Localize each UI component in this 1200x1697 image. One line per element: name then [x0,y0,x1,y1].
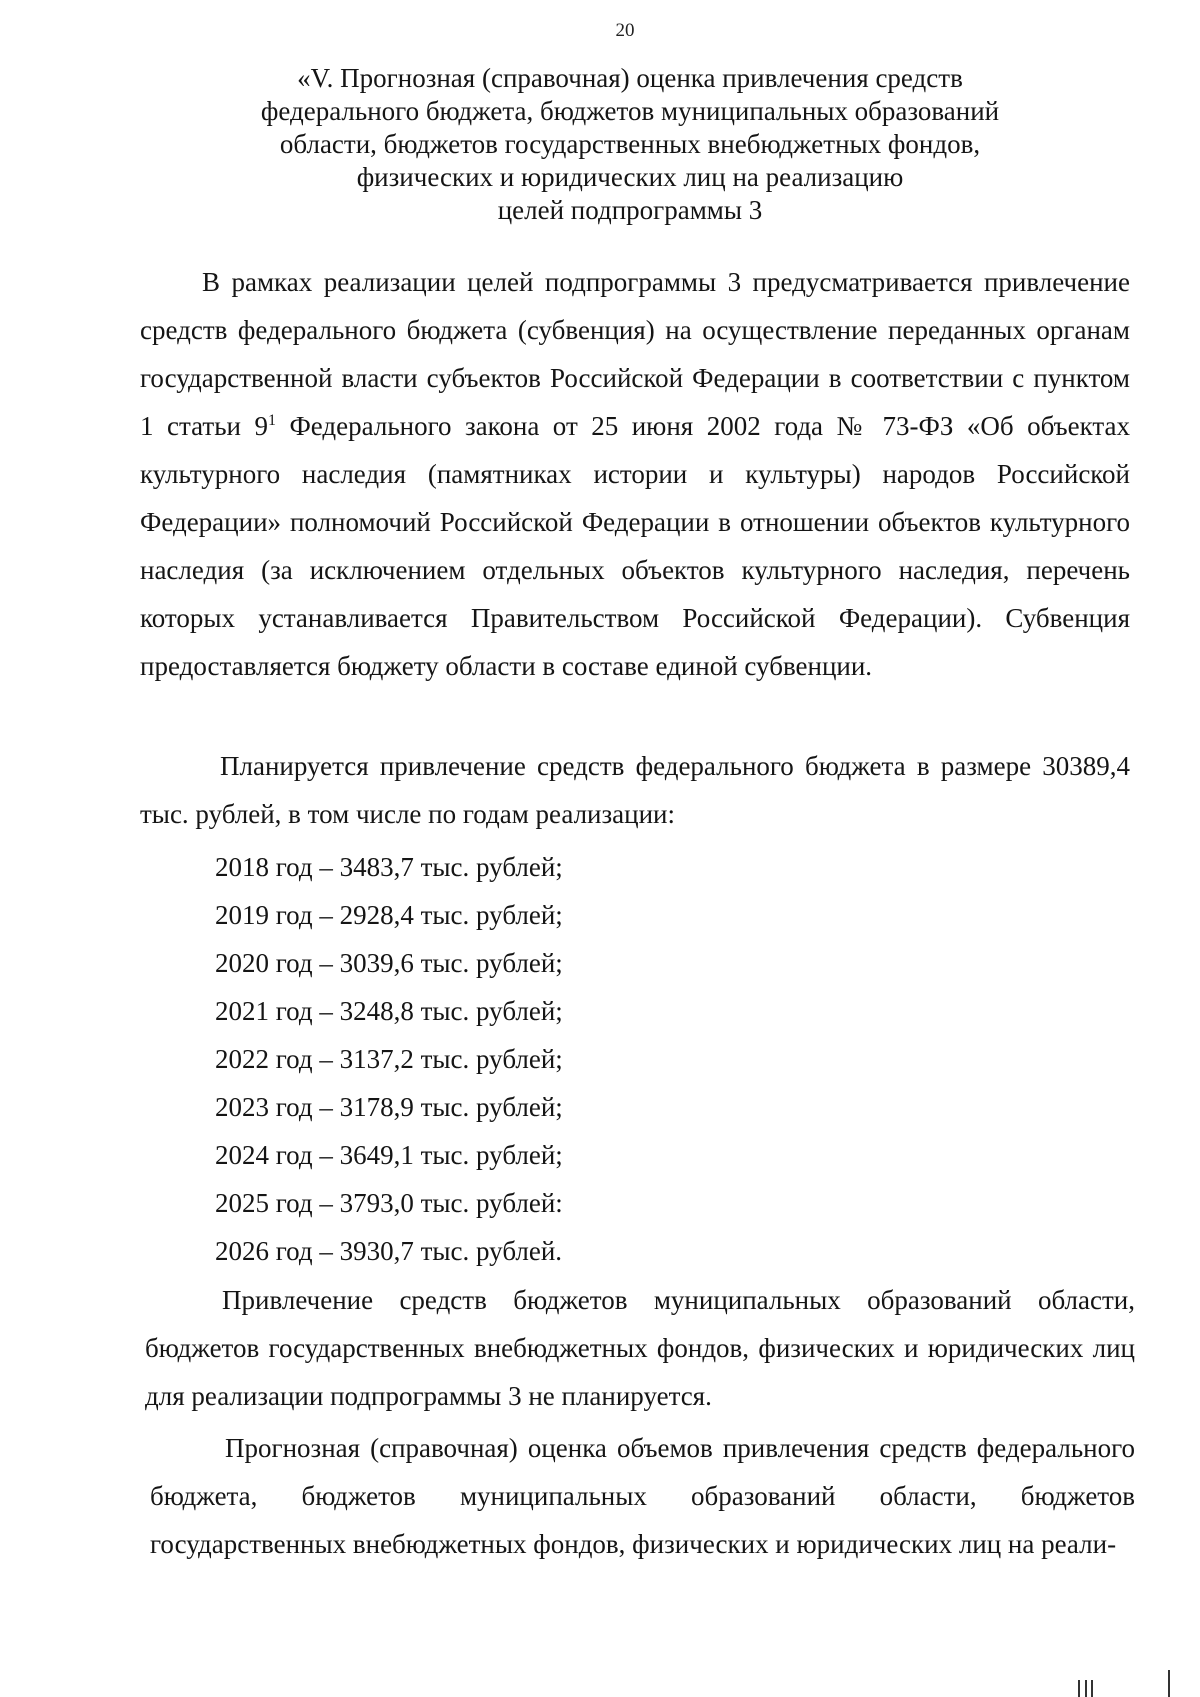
paragraph-not-planned: Привлечение средств бюджетов муниципальных образований области, бюджетов государственных внебюджетных фондов, физических и юридических лиц для реализации подпрограммы 3 не планируется. [145,1285,1135,1411]
scan-artifact-mark [1085,1680,1087,1697]
paragraph-subvention [140,258,1130,690]
scan-artifact-mark [1091,1680,1093,1697]
list-item: 2021 год – 3248,8 тыс. рублей; [215,996,563,1026]
list-item: 2019 год – 2928,4 тыс. рублей; [215,900,563,930]
page-number: 20 [615,20,635,41]
article-superscript: 1 [267,412,276,429]
scan-artifact-mark [1078,1680,1080,1697]
paragraph-planned-funding: Планируется привлечение средств федерального бюджета в размере 30389,4 тыс. рублей, в том числе по годам реализации: [140,751,1130,829]
heading-line: физических и юридических лиц на реализацию [356,162,904,192]
list-item: 2026 год – 3930,7 тыс. рублей. [215,1236,563,1266]
list-item: 2024 год – 3649,1 тыс. рублей; [215,1140,563,1170]
list-item: 2020 год – 3039,6 тыс. рублей; [215,948,563,978]
heading-line: области, бюджетов государственных внебюджетных фондов, [279,129,981,159]
funding-by-year-list [215,843,563,1275]
heading-line: целей подпрограммы 3 [497,195,763,225]
list-item: 2018 год – 3483,7 тыс. рублей; [215,852,563,882]
heading-line: федерального бюджета, бюджетов муниципальных образований [260,96,1000,126]
paragraph-subvention-part2: Федерального закона от 25 июня 2002 года № 73-ФЗ «Об объектах культурного наследия (памятниках истории и культуры) народов Российской Федерации» полномочий Российской Федерации в отношении объектов культурного наследия (за исключением отдельных объектов культурного наследия, перечень которых устанавливается Правительством Российской Федерации). Субвенция предоставляется бюджету области в составе единой субвенции. [140,411,1130,681]
list-item: 2023 год – 3178,9 тыс. рублей; [215,1092,563,1122]
list-item: 2022 год – 3137,2 тыс. рублей; [215,1044,563,1074]
scan-artifact-mark [1168,1670,1170,1697]
list-item: 2025 год – 3793,0 тыс. рублей: [215,1188,563,1218]
paragraph-subvention-part1: В рамках реализации целей подпрограммы 3 предусматривается привлечение средств федерального бюджета (субвенция) на осуществление переданных органам государственной власти субъектов Российской Федерации в соответствии с пунктом 1 статьи 9 [140,267,1130,441]
section-heading [180,62,1080,227]
heading-line: «V. Прогнозная (справочная) оценка привлечения средств [297,63,963,93]
paragraph-forecast: Прогнозная (справочная) оценка объемов привлечения средств федерального бюджета, бюджетов муниципальных образований области, бюджетов государственных внебюджетных фондов, физических и юридических лиц на реали- [150,1433,1135,1559]
